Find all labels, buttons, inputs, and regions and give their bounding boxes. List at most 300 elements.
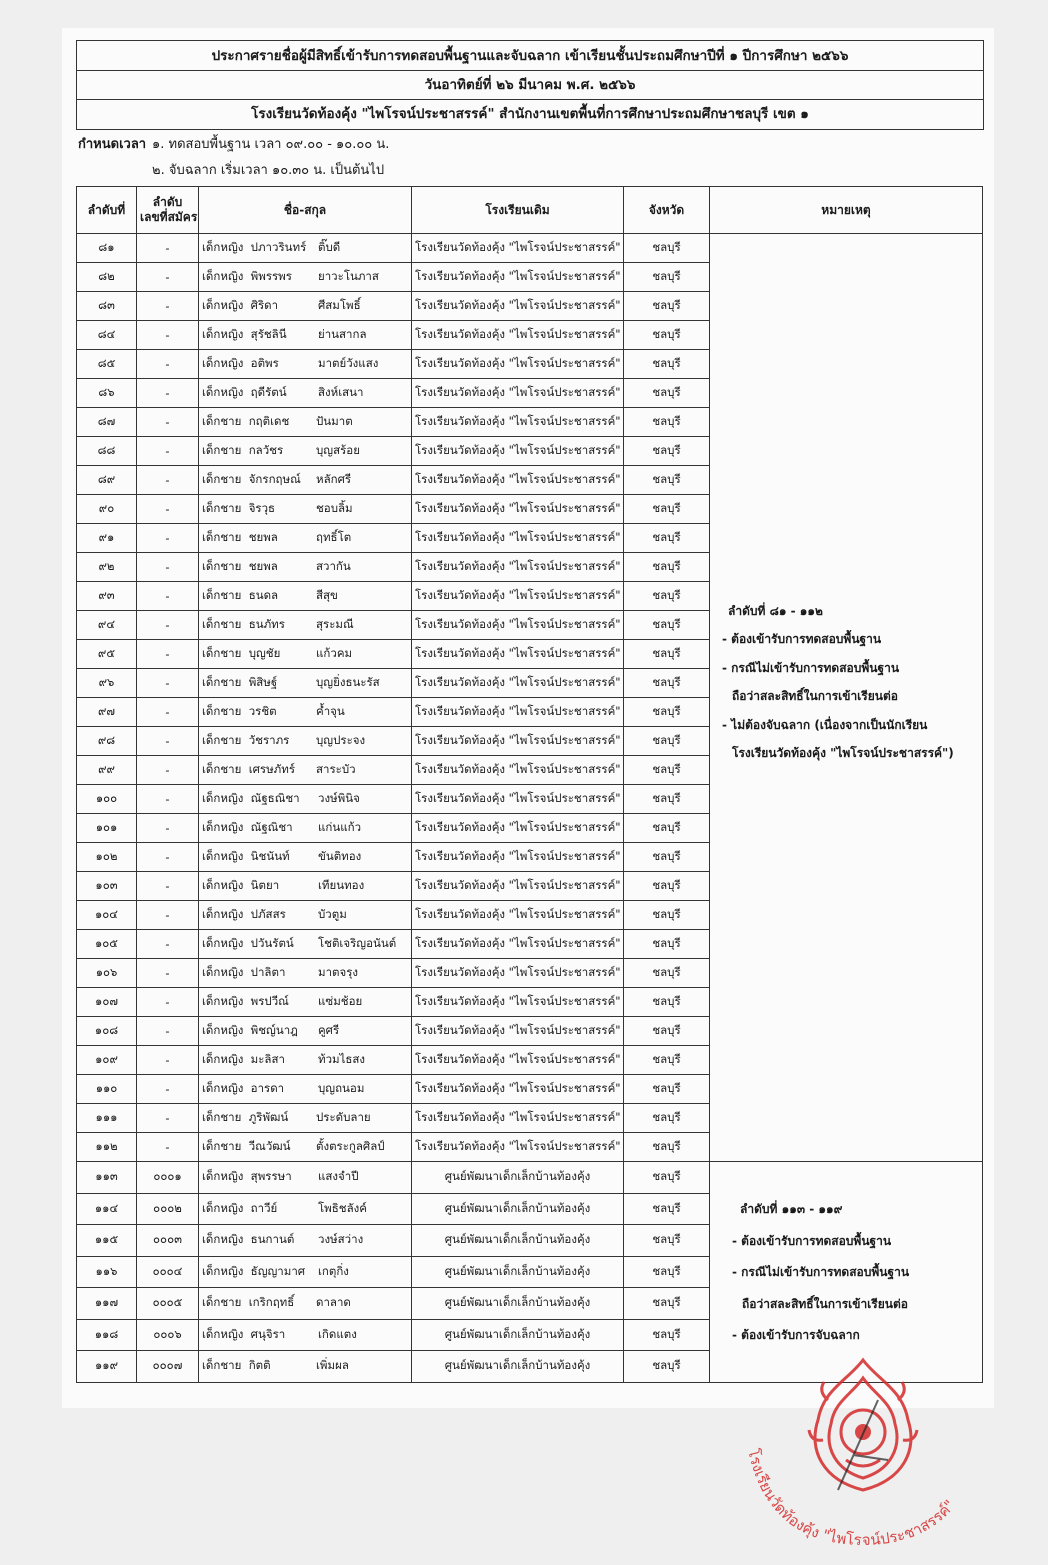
table-row xyxy=(77,234,983,263)
header-school: โรงเรียนวัดท้องคุ้ง "ไพโรจน์ประชาสรรค์" สำนักงานเขตพื้นที่การศึกษาประถมศึกษาชลบุรี เขต ๑ xyxy=(251,106,809,122)
cell-seq: ๑๑๔ xyxy=(77,1193,137,1225)
name-first: ณัฐณิชา xyxy=(250,820,293,834)
cell-name xyxy=(199,524,412,553)
cell-app-no: - xyxy=(137,1075,199,1104)
cell-app-no: - xyxy=(137,814,199,843)
cell-school: โรงเรียนวัดท้องคุ้ง "ไพโรจน์ประชาสรรค์" xyxy=(412,814,624,843)
table-header-row xyxy=(77,187,983,234)
note-2-line4: - ต้องเข้ารับการจับฉลาก xyxy=(732,1328,860,1342)
cell-school: โรงเรียนวัดท้องคุ้ง "ไพโรจน์ประชาสรรค์" xyxy=(412,901,624,930)
name-last: มาตย์วังแสง xyxy=(317,356,379,370)
cell-name xyxy=(199,669,412,698)
cell-province: ชลบุรี xyxy=(624,756,710,785)
cell-app-no: - xyxy=(137,1133,199,1162)
cell-province: ชลบุรี xyxy=(624,640,710,669)
cell-school: ศูนย์พัฒนาเด็กเล็กบ้านท้องคุ้ง xyxy=(412,1256,624,1288)
cell-app-no: - xyxy=(137,1104,199,1133)
cell-school: โรงเรียนวัดท้องคุ้ง "ไพโรจน์ประชาสรรค์" xyxy=(412,930,624,959)
name-first: อติพร xyxy=(250,356,279,370)
name-first: นิตยา xyxy=(250,878,280,892)
cell-province: ชลบุรี xyxy=(624,988,710,1017)
cell-name xyxy=(199,959,412,988)
cell-school: โรงเรียนวัดท้องคุ้ง "ไพโรจน์ประชาสรรค์" xyxy=(412,524,624,553)
name-last: สีสุข xyxy=(316,588,338,602)
cell-province: ชลบุรี xyxy=(624,727,710,756)
cell-province: ชลบุรี xyxy=(624,234,710,263)
cell-school: ศูนย์พัฒนาเด็กเล็กบ้านท้องคุ้ง xyxy=(412,1319,624,1351)
cell-name xyxy=(199,1075,412,1104)
name-title: เด็กหญิง xyxy=(202,849,244,863)
cell-school: โรงเรียนวัดท้องคุ้ง "ไพโรจน์ประชาสรรค์" xyxy=(412,582,624,611)
cell-seq: ๑๐๒ xyxy=(77,843,137,872)
cell-name xyxy=(199,582,412,611)
name-title: เด็กชาย xyxy=(202,588,242,602)
name-first: ณัฐธณิชา xyxy=(250,791,300,805)
cell-app-no: ๐๐๐๗ xyxy=(137,1351,199,1383)
name-last: บุญประจง xyxy=(316,733,366,747)
cell-seq: ๑๐๘ xyxy=(77,1017,137,1046)
name-title: เด็กชาย xyxy=(202,617,242,631)
cell-name xyxy=(199,872,412,901)
cell-seq: ๙๒ xyxy=(77,553,137,582)
name-last: สวากัน xyxy=(316,559,351,573)
cell-province: ชลบุรี xyxy=(624,582,710,611)
name-last: ดาลาด xyxy=(316,1295,351,1310)
cell-seq: ๘๙ xyxy=(77,466,137,495)
cell-app-no: - xyxy=(137,872,199,901)
name-last: ย่านสากล xyxy=(317,327,367,341)
note-1-line5: โรงเรียนวัดท้องคุ้ง "ไพโรจน์ประชาสรรค์") xyxy=(732,746,954,760)
cell-school: โรงเรียนวัดท้องคุ้ง "ไพโรจน์ประชาสรรค์" xyxy=(412,698,624,727)
name-title: เด็กหญิง xyxy=(202,298,244,312)
cell-name xyxy=(199,1225,412,1257)
name-title: เด็กชาย xyxy=(202,501,242,515)
seal-text: โรงเรียนวัดท้องคุ้ง "ไพโรจน์ประชาสรรค์" xyxy=(744,1446,959,1550)
cell-school: โรงเรียนวัดท้องคุ้ง "ไพโรจน์ประชาสรรค์" xyxy=(412,640,624,669)
cell-seq: ๙๐ xyxy=(77,495,137,524)
name-last: บุญยิ่งธนะรัส xyxy=(316,675,380,689)
name-first: ธนดล xyxy=(248,588,279,602)
name-first: กลวัชร xyxy=(248,443,284,457)
cell-app-no: - xyxy=(137,901,199,930)
note-group-1 xyxy=(710,234,983,1162)
name-last: บุญสร้อย xyxy=(316,443,360,457)
name-first: กิตติ xyxy=(248,1358,271,1373)
cell-province: ชลบุรี xyxy=(624,872,710,901)
cell-name xyxy=(199,553,412,582)
cell-app-no: - xyxy=(137,988,199,1017)
name-first: พรปวีณ์ xyxy=(250,994,289,1008)
cell-province: ชลบุรี xyxy=(624,1075,710,1104)
name-last: เพิ่มผล xyxy=(316,1358,349,1373)
name-first: สุพรรษา xyxy=(250,1169,292,1184)
cell-school: โรงเรียนวัดท้องคุ้ง "ไพโรจน์ประชาสรรค์" xyxy=(412,669,624,698)
cell-province: ชลบุรี xyxy=(624,1017,710,1046)
cell-province: ชลบุรี xyxy=(624,1193,710,1225)
name-title: เด็กชาย xyxy=(202,1110,242,1124)
cell-seq: ๑๑๘ xyxy=(77,1319,137,1351)
name-last: สาระบัว xyxy=(316,762,356,776)
name-title: เด็กชาย xyxy=(202,733,242,747)
name-last: แก่นแก้ว xyxy=(317,820,362,834)
cell-province: ชลบุรี xyxy=(624,408,710,437)
cell-province: ชลบุรี xyxy=(624,698,710,727)
name-last: ชอบลิ้ม xyxy=(316,501,353,515)
name-first: บุญชัย xyxy=(248,646,281,660)
note-2-range: ลำดับที่ ๑๑๓ - ๑๑๙ xyxy=(740,1202,843,1216)
cell-name xyxy=(199,1288,412,1320)
name-title: เด็กหญิง xyxy=(202,907,244,921)
cell-seq: ๘๓ xyxy=(77,292,137,321)
cell-app-no: - xyxy=(137,1017,199,1046)
name-last: สิงห์เสนา xyxy=(317,385,364,399)
cell-app-no: ๐๐๐๑ xyxy=(137,1162,199,1194)
cell-seq: ๑๐๑ xyxy=(77,814,137,843)
name-first: พิพรรพร xyxy=(250,269,292,283)
name-title: เด็กหญิง xyxy=(202,1052,244,1066)
note-2-line1: - ต้องเข้ารับการทดสอบพื้นฐาน xyxy=(732,1234,892,1248)
cell-name xyxy=(199,437,412,466)
cell-seq: ๑๐๐ xyxy=(77,785,137,814)
name-first: ศนุจิรา xyxy=(250,1326,286,1341)
cell-province: ชลบุรี xyxy=(624,814,710,843)
note-2-line3: ถือว่าสละสิทธิ์ในการเข้าเรียนต่อ xyxy=(742,1297,908,1311)
cell-seq: ๑๐๓ xyxy=(77,872,137,901)
cell-school: โรงเรียนวัดท้องคุ้ง "ไพโรจน์ประชาสรรค์" xyxy=(412,292,624,321)
name-title: เด็กชาย xyxy=(202,704,242,718)
name-title: เด็กหญิง xyxy=(202,1263,244,1278)
cell-school: โรงเรียนวัดท้องคุ้ง "ไพโรจน์ประชาสรรค์" xyxy=(412,466,624,495)
cell-school: โรงเรียนวัดท้องคุ้ง "ไพโรจน์ประชาสรรค์" xyxy=(412,611,624,640)
cell-school: ศูนย์พัฒนาเด็กเล็กบ้านท้องคุ้ง xyxy=(412,1225,624,1257)
cell-province: ชลบุรี xyxy=(624,901,710,930)
cell-province: ชลบุรี xyxy=(624,1162,710,1194)
name-first: เศรษภัทร์ xyxy=(248,762,296,776)
cell-province: ชลบุรี xyxy=(624,495,710,524)
name-title: เด็กชาย xyxy=(202,1358,242,1373)
name-title: เด็กหญิง xyxy=(202,936,244,950)
col-note: หมายเหตุ xyxy=(710,187,983,234)
cell-province: ชลบุรี xyxy=(624,321,710,350)
cell-school: ศูนย์พัฒนาเด็กเล็กบ้านท้องคุ้ง xyxy=(412,1351,624,1383)
name-title: เด็กชาย xyxy=(202,530,242,544)
name-title: เด็กหญิง xyxy=(202,965,244,979)
name-last: บุญถนอม xyxy=(317,1081,365,1095)
cell-name xyxy=(199,350,412,379)
cell-seq: ๙๔ xyxy=(77,611,137,640)
name-last: ประดับลาย xyxy=(316,1110,371,1124)
cell-app-no: - xyxy=(137,698,199,727)
cell-province: ชลบุรี xyxy=(624,669,710,698)
cell-app-no: - xyxy=(137,350,199,379)
cell-name xyxy=(199,1193,412,1225)
cell-name xyxy=(199,930,412,959)
cell-name xyxy=(199,843,412,872)
name-title: เด็กหญิง xyxy=(202,356,244,370)
col-app-no: ลำดับ เลขที่สมัคร xyxy=(137,187,199,234)
cell-seq: ๑๑๒ xyxy=(77,1133,137,1162)
cell-province: ชลบุรี xyxy=(624,437,710,466)
name-title: เด็กหญิง xyxy=(202,1169,244,1184)
name-first: ปาลิตา xyxy=(250,965,286,979)
schedule-item-2: ๒. จับฉลาก เริ่มเวลา ๑๐.๓๐ น. เป็นต้นไป xyxy=(152,163,385,178)
name-first: กฤติเดช xyxy=(248,414,290,428)
name-first: ชยพล xyxy=(248,559,278,573)
cell-app-no: - xyxy=(137,408,199,437)
col-name: ชื่อ-สกุล xyxy=(199,187,412,234)
name-last: ตั้งตระกูลศิลป์ xyxy=(316,1139,385,1153)
name-last: ปันมาต xyxy=(316,414,353,428)
cell-school: โรงเรียนวัดท้องคุ้ง "ไพโรจน์ประชาสรรค์" xyxy=(412,379,624,408)
name-last: ขันติทอง xyxy=(317,849,362,863)
name-title: เด็กชาย xyxy=(202,675,242,689)
cell-province: ชลบุรี xyxy=(624,1046,710,1075)
cell-school: โรงเรียนวัดท้องคุ้ง "ไพโรจน์ประชาสรรค์" xyxy=(412,495,624,524)
school-seal-stamp xyxy=(728,1340,988,1560)
cell-app-no: - xyxy=(137,234,199,263)
cell-province: ชลบุรี xyxy=(624,1319,710,1351)
cell-app-no: - xyxy=(137,930,199,959)
cell-name xyxy=(199,1256,412,1288)
cell-app-no: - xyxy=(137,611,199,640)
name-title: เด็กหญิง xyxy=(202,1023,244,1037)
name-last: มาตจรุง xyxy=(317,965,359,979)
cell-school: โรงเรียนวัดท้องคุ้ง "ไพโรจน์ประชาสรรค์" xyxy=(412,1104,624,1133)
cell-name xyxy=(199,495,412,524)
name-last: วงษ์สว่าง xyxy=(317,1232,364,1247)
name-title: เด็กชาย xyxy=(202,559,242,573)
name-title: เด็กหญิง xyxy=(202,385,244,399)
cell-app-no: - xyxy=(137,524,199,553)
name-first: ปวันรัตน์ xyxy=(250,936,294,950)
cell-school: โรงเรียนวัดท้องคุ้ง "ไพโรจน์ประชาสรรค์" xyxy=(412,1017,624,1046)
cell-school: โรงเรียนวัดท้องคุ้ง "ไพโรจน์ประชาสรรค์" xyxy=(412,843,624,872)
cell-app-no: ๐๐๐๓ xyxy=(137,1225,199,1257)
cell-name xyxy=(199,263,412,292)
header-date: วันอาทิตย์ที่ ๒๖ มีนาคม พ.ศ. ๒๕๖๖ xyxy=(424,77,636,93)
cell-province: ชลบุรี xyxy=(624,553,710,582)
name-title: เด็กชาย xyxy=(202,414,242,428)
cell-school: โรงเรียนวัดท้องคุ้ง "ไพโรจน์ประชาสรรค์" xyxy=(412,1046,624,1075)
cell-seq: ๘๒ xyxy=(77,263,137,292)
cell-seq: ๑๐๙ xyxy=(77,1046,137,1075)
note-1-line4: - ไม่ต้องจับฉลาก (เนื่องจากเป็นนักเรียน xyxy=(722,718,928,732)
name-title: เด็กหญิง xyxy=(202,820,244,834)
cell-school: โรงเรียนวัดท้องคุ้ง "ไพโรจน์ประชาสรรค์" xyxy=(412,756,624,785)
announcement-header xyxy=(76,40,984,130)
cell-province: ชลบุรี xyxy=(624,1256,710,1288)
cell-seq: ๑๐๔ xyxy=(77,901,137,930)
cell-school: โรงเรียนวัดท้องคุ้ง "ไพโรจน์ประชาสรรค์" xyxy=(412,263,624,292)
name-last: โพธิชลังค์ xyxy=(317,1200,367,1215)
cell-seq: ๑๐๗ xyxy=(77,988,137,1017)
cell-name xyxy=(199,814,412,843)
cell-app-no: ๐๐๐๔ xyxy=(137,1256,199,1288)
name-last: เทียนทอง xyxy=(317,878,365,892)
name-last: คูศรี xyxy=(317,1023,340,1037)
cell-seq: ๑๐๕ xyxy=(77,930,137,959)
cell-app-no: ๐๐๐๖ xyxy=(137,1319,199,1351)
schedule-label: กำหนดเวลา xyxy=(78,137,147,152)
name-first: พิชญ์นาฎ xyxy=(250,1023,298,1037)
cell-seq: ๑๑๕ xyxy=(77,1225,137,1257)
name-first: วัชราภร xyxy=(248,733,290,747)
cell-seq: ๙๖ xyxy=(77,669,137,698)
cell-seq: ๙๓ xyxy=(77,582,137,611)
cell-school: โรงเรียนวัดท้องคุ้ง "ไพโรจน์ประชาสรรค์" xyxy=(412,321,624,350)
name-last: ศีสมโพธิ์ xyxy=(317,298,361,312)
name-first: เกริกฤทธิ์ xyxy=(248,1295,295,1310)
cell-school: โรงเรียนวัดท้องคุ้ง "ไพโรจน์ประชาสรรค์" xyxy=(412,553,624,582)
cell-name xyxy=(199,1319,412,1351)
name-last: หลักศรี xyxy=(316,472,352,486)
col-school: โรงเรียนเดิม xyxy=(412,187,624,234)
roster-body xyxy=(77,234,983,1383)
name-first: มะลิสา xyxy=(250,1052,285,1066)
name-first: ถาวีย์ xyxy=(250,1200,278,1215)
cell-app-no: - xyxy=(137,321,199,350)
name-last: แก้วคม xyxy=(316,646,353,660)
cell-app-no: - xyxy=(137,495,199,524)
cell-seq: ๘๗ xyxy=(77,408,137,437)
name-first: อารดา xyxy=(250,1081,285,1095)
schedule-item-1: ๑. ทดสอบพื้นฐาน เวลา ๐๙.๐๐ - ๑๐.๐๐ น. xyxy=(152,137,390,152)
name-first: ธนกานต์ xyxy=(250,1232,295,1247)
name-title: เด็กหญิง xyxy=(202,994,244,1008)
cell-app-no: - xyxy=(137,727,199,756)
cell-province: ชลบุรี xyxy=(624,379,710,408)
cell-app-no: ๐๐๐๕ xyxy=(137,1288,199,1320)
cell-app-no: - xyxy=(137,466,199,495)
note-1-line3: ถือว่าสละสิทธิ์ในการเข้าเรียนต่อ xyxy=(732,689,898,703)
cell-school: ศูนย์พัฒนาเด็กเล็กบ้านท้องคุ้ง xyxy=(412,1193,624,1225)
note-1-range: ลำดับที่ ๘๑ - ๑๑๒ xyxy=(728,604,823,618)
name-title: เด็กชาย xyxy=(202,646,242,660)
name-title: เด็กหญิง xyxy=(202,327,244,341)
cell-app-no: - xyxy=(137,292,199,321)
cell-name xyxy=(199,727,412,756)
name-last: ยาวะโนภาส xyxy=(317,269,379,283)
cell-name xyxy=(199,901,412,930)
cell-app-no: - xyxy=(137,263,199,292)
cell-province: ชลบุรี xyxy=(624,524,710,553)
cell-app-no: - xyxy=(137,756,199,785)
cell-seq: ๙๙ xyxy=(77,756,137,785)
name-first: สุรัชลินี xyxy=(250,327,287,341)
cell-seq: ๘๔ xyxy=(77,321,137,350)
cell-province: ชลบุรี xyxy=(624,785,710,814)
cell-seq: ๑๑๓ xyxy=(77,1162,137,1194)
cell-app-no: - xyxy=(137,640,199,669)
table-row xyxy=(77,1162,983,1194)
name-first: พิสิษฐ์ xyxy=(248,675,278,689)
cell-app-no: - xyxy=(137,582,199,611)
cell-school: โรงเรียนวัดท้องคุ้ง "ไพโรจน์ประชาสรรค์" xyxy=(412,350,624,379)
name-last: แซ่มช้อย xyxy=(317,994,363,1008)
name-last: บัวตูม xyxy=(317,907,347,921)
cell-name xyxy=(199,466,412,495)
name-last: สุระมณี xyxy=(316,617,354,631)
col-seq: ลำดับที่ xyxy=(77,187,137,234)
name-title: เด็กหญิง xyxy=(202,878,244,892)
cell-province: ชลบุรี xyxy=(624,843,710,872)
name-title: เด็กหญิง xyxy=(202,791,244,805)
cell-school: ศูนย์พัฒนาเด็กเล็กบ้านท้องคุ้ง xyxy=(412,1288,624,1320)
name-title: เด็กหญิง xyxy=(202,1200,244,1215)
name-first: ปภัสสร xyxy=(250,907,286,921)
cell-name xyxy=(199,321,412,350)
cell-name xyxy=(199,611,412,640)
cell-province: ชลบุรี xyxy=(624,292,710,321)
name-first: ธนภัทร xyxy=(248,617,285,631)
cell-school: โรงเรียนวัดท้องคุ้ง "ไพโรจน์ประชาสรรค์" xyxy=(412,1133,624,1162)
cell-seq: ๘๑ xyxy=(77,234,137,263)
col-province: จังหวัด xyxy=(624,187,710,234)
name-title: เด็กหญิง xyxy=(202,1081,244,1095)
note-1-line1: - ต้องเข้ารับการทดสอบพื้นฐาน xyxy=(722,632,882,646)
cell-app-no: - xyxy=(137,785,199,814)
name-last: ฤทธิ์โต xyxy=(316,530,352,544)
cell-name xyxy=(199,408,412,437)
note-1-line2: - กรณีไม่เข้ารับการทดสอบพื้นฐาน xyxy=(722,661,900,675)
cell-province: ชลบุรี xyxy=(624,1133,710,1162)
cell-seq: ๑๐๖ xyxy=(77,959,137,988)
cell-seq: ๘๖ xyxy=(77,379,137,408)
cell-school: โรงเรียนวัดท้องคุ้ง "ไพโรจน์ประชาสรรค์" xyxy=(412,785,624,814)
cell-app-no: - xyxy=(137,669,199,698)
cell-name xyxy=(199,234,412,263)
name-title: เด็กหญิง xyxy=(202,1326,244,1341)
cell-school: ศูนย์พัฒนาเด็กเล็กบ้านท้องคุ้ง xyxy=(412,1162,624,1194)
cell-seq: ๙๗ xyxy=(77,698,137,727)
cell-province: ชลบุรี xyxy=(624,930,710,959)
cell-name xyxy=(199,1351,412,1383)
cell-seq: ๑๑๐ xyxy=(77,1075,137,1104)
cell-seq: ๙๑ xyxy=(77,524,137,553)
name-title: เด็กชาย xyxy=(202,1295,242,1310)
cell-seq: ๘๕ xyxy=(77,350,137,379)
name-first: ธัญญามาศ xyxy=(250,1263,306,1278)
cell-province: ชลบุรี xyxy=(624,611,710,640)
cell-province: ชลบุรี xyxy=(624,1225,710,1257)
name-first: ภูริพัฒน์ xyxy=(248,1110,289,1124)
name-last: ท้วมไธสง xyxy=(317,1052,366,1066)
name-title: เด็กหญิง xyxy=(202,269,244,283)
name-title: เด็กชาย xyxy=(202,443,242,457)
name-title: เด็กชาย xyxy=(202,762,242,776)
name-first: วีณวัฒน์ xyxy=(248,1139,291,1153)
name-first: ชยพล xyxy=(248,530,278,544)
name-first: ปภาวรินทร์ xyxy=(250,240,307,254)
name-last: เกิดแตง xyxy=(317,1326,357,1341)
cell-app-no: - xyxy=(137,843,199,872)
cell-province: ชลบุรี xyxy=(624,1104,710,1133)
cell-seq: ๑๑๑ xyxy=(77,1104,137,1133)
name-last: แสงจำปี xyxy=(317,1169,359,1184)
cell-school: โรงเรียนวัดท้องคุ้ง "ไพโรจน์ประชาสรรค์" xyxy=(412,988,624,1017)
cell-school: โรงเรียนวัดท้องคุ้ง "ไพโรจน์ประชาสรรค์" xyxy=(412,408,624,437)
cell-name xyxy=(199,756,412,785)
name-title: เด็กหญิง xyxy=(202,240,244,254)
name-last: เกตุกิ่ง xyxy=(317,1263,349,1278)
cell-seq: ๑๑๗ xyxy=(77,1288,137,1320)
name-last: วงษ์พินิจ xyxy=(317,791,360,805)
cell-name xyxy=(199,1017,412,1046)
cell-name xyxy=(199,988,412,1017)
cell-name xyxy=(199,1133,412,1162)
name-title: เด็กชาย xyxy=(202,1139,242,1153)
cell-province: ชลบุรี xyxy=(624,350,710,379)
